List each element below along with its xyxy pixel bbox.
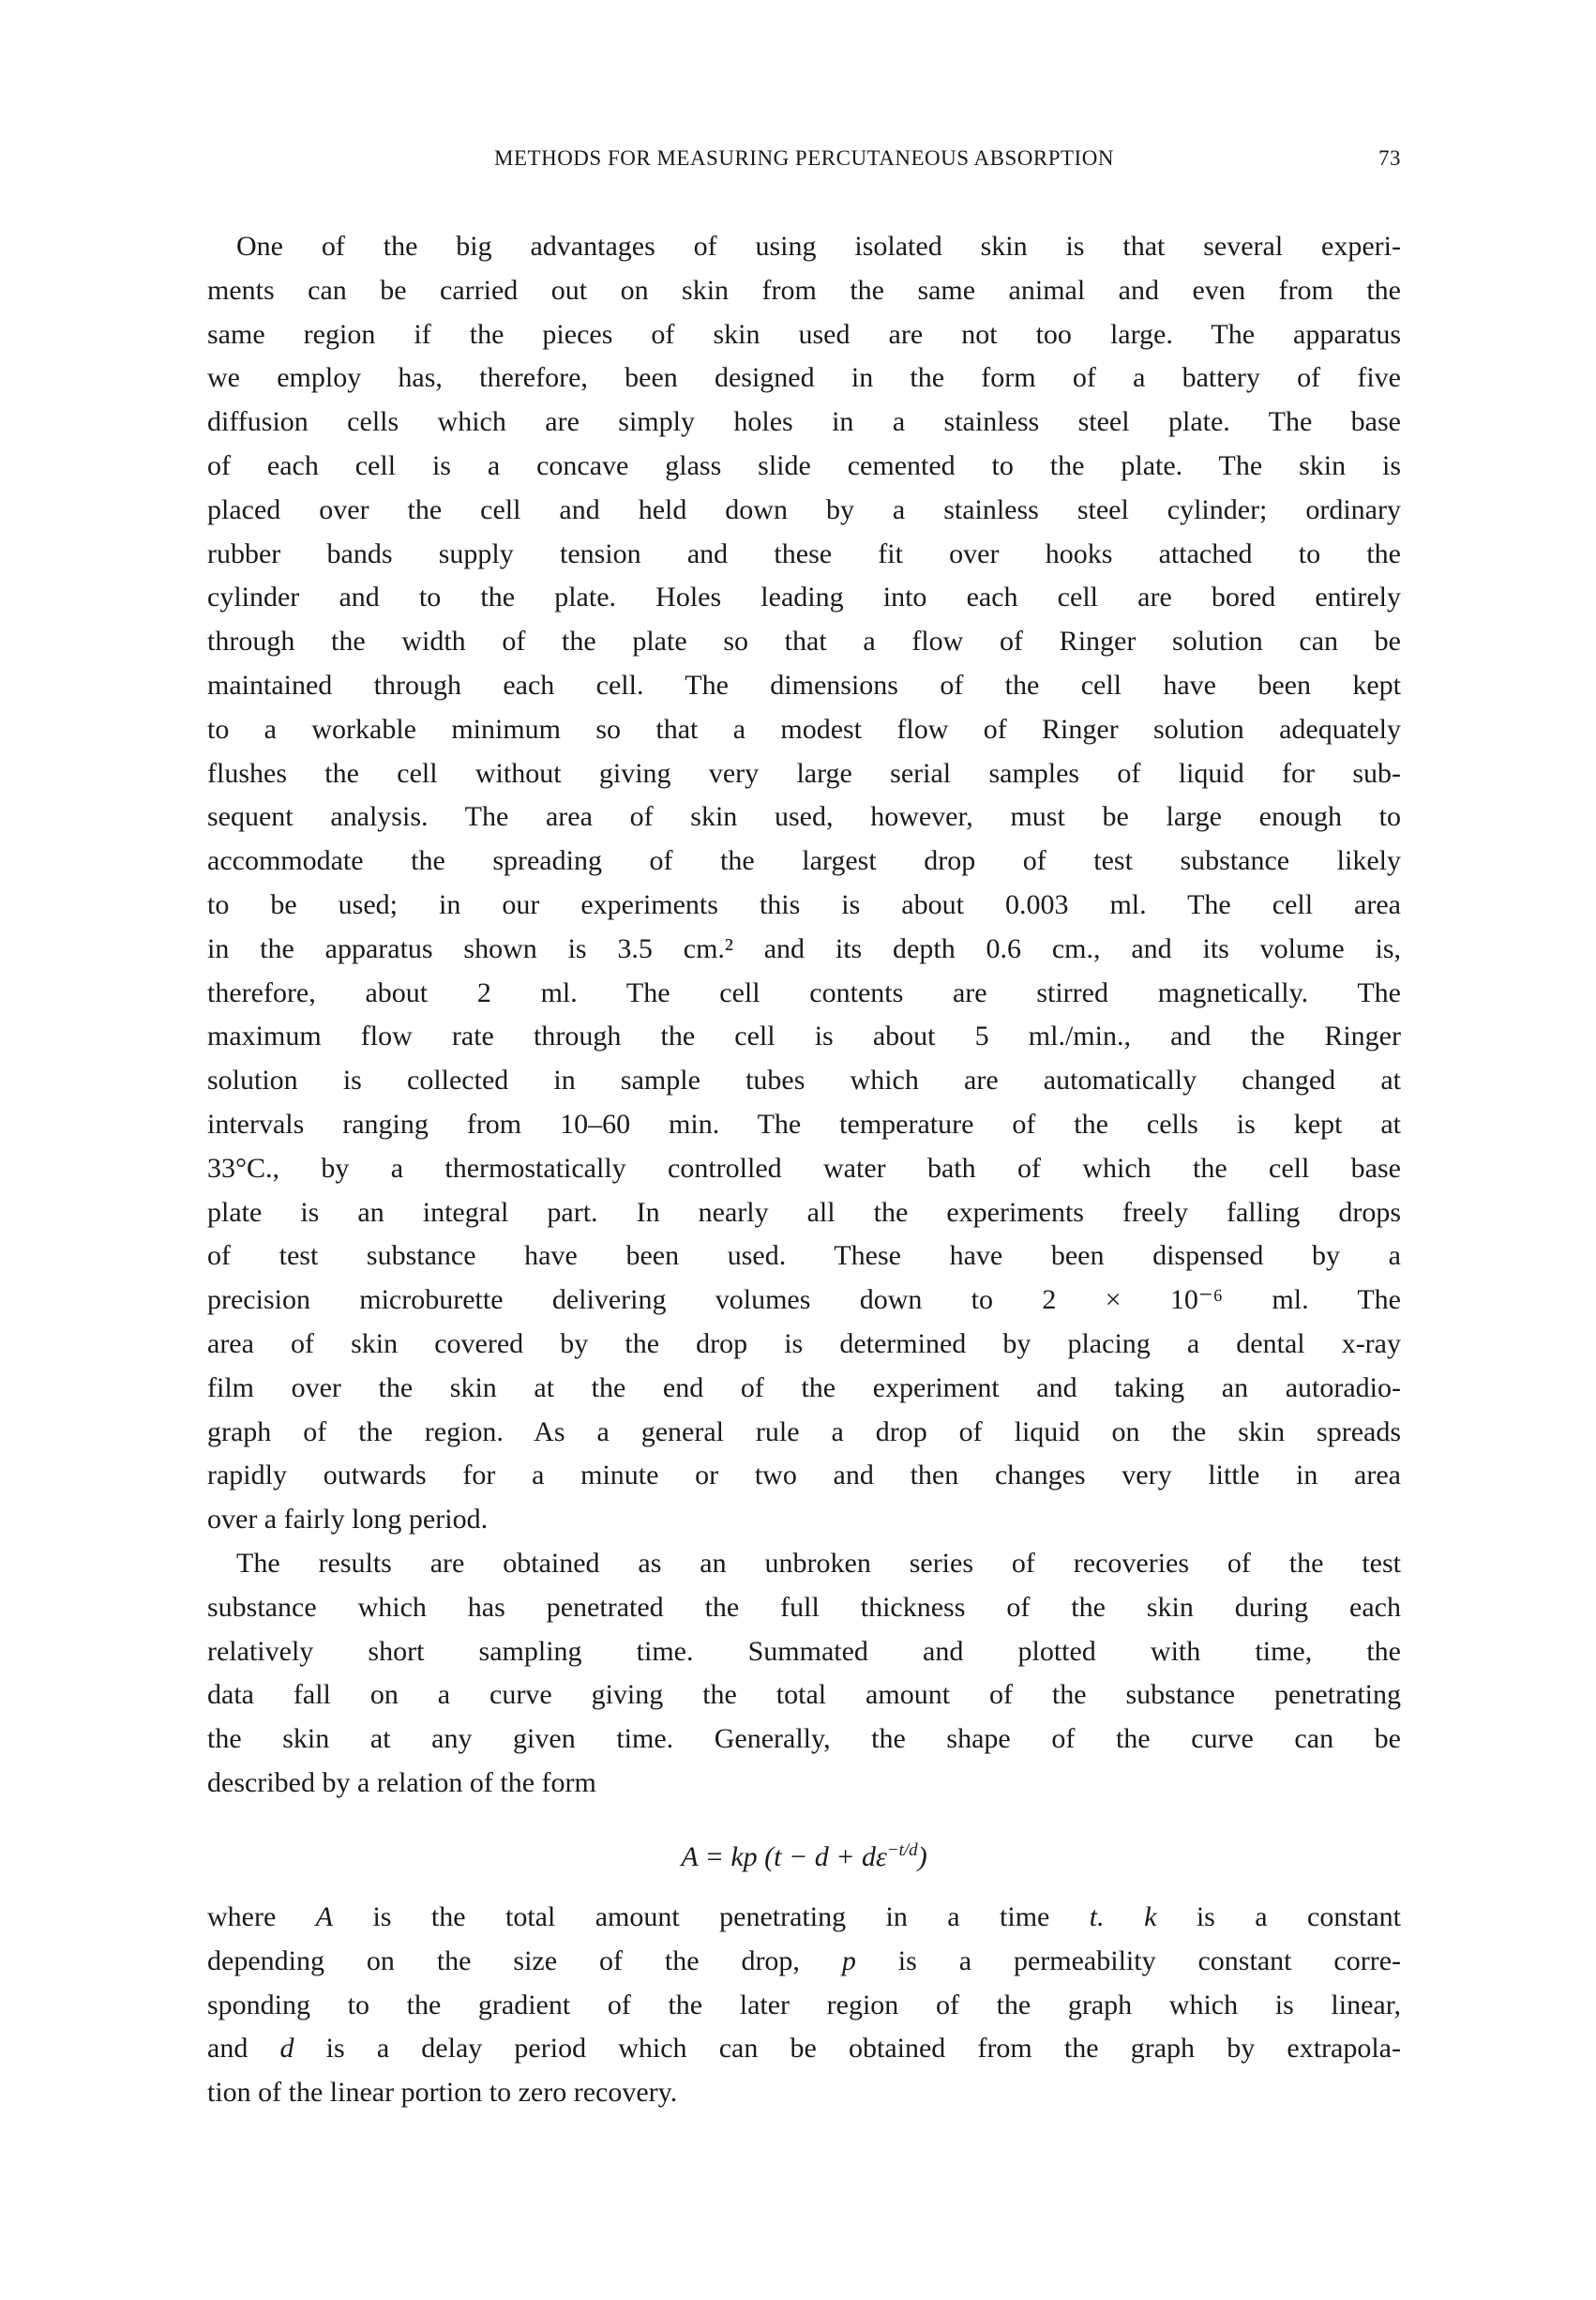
running-header [207,146,1401,178]
equation-exponent: −t/d [886,1840,918,1860]
text-line: therefore, about 2 ml. The cell contents are stirred magnetically. The [207,976,1401,1008]
text-line: One of the big advantages of using isolated skin is that several experi- [236,231,1401,262]
text-line: accommodate the spreading of the largest drop of test substance likely [207,845,1401,877]
text-line: sequent analysis. The area of skin used, however, must be large enough to [207,801,1401,833]
text-line: and d is a delay period which can be obtained from the graph by extrapola- [207,2033,1401,2065]
text-line: intervals ranging from 10–60 min. The temperature of the cells is kept at [207,1108,1401,1140]
text-line: relatively short sampling time. Summated and plotted with time, the [207,1635,1401,1667]
paragraph-3 [207,1896,1401,2115]
text-line: 33°C., by a thermostatically controlled water bath of which the cell base [207,1152,1401,1184]
text-line: area of skin covered by the drop is determined by placing a dental x-ray [207,1327,1401,1359]
text-line: solution is collected in sample tubes which are automatically changed at [207,1065,1401,1097]
paragraph-1 [207,225,1401,1542]
text-line: ments can be carried out on skin from the same animal and even from the [207,274,1401,306]
text-line: where A is the total amount penetrating in a time t. k is a constant [207,1901,1401,1932]
text-line: The results are obtained as an unbroken series of recoveries of the test [236,1548,1401,1579]
text-line: over a fairly long period. [207,1504,489,1536]
text-line: of test substance have been used. These have been dispensed by a [207,1240,1401,1272]
running-title: METHODS FOR MEASURING PERCUTANEOUS ABSORPTION [494,146,1114,170]
text-line: rubber bands supply tension and these fit over hooks attached to the [207,537,1401,569]
text-line: sponding to the gradient of the later region of the graph which is linear, [207,1989,1401,2020]
text-line: maintained through each cell. The dimensions of the cell have been kept [207,669,1401,701]
text-line: of each cell is a concave glass slide cemented to the plate. The skin is [207,449,1401,481]
text-line: precision microburette delivering volumes down to 2 × 10⁻⁶ ml. The [207,1284,1401,1316]
text-line: in the apparatus shown is 3.5 cm.² and its depth 0.6 cm., and its volume is, [207,932,1401,964]
equation-body: A = kp (t − d + dε [681,1841,887,1872]
text-line: data fall on a curve giving the total amount of the substance penetrating [207,1679,1401,1711]
text-line: the skin at any given time. Generally, the shape of the curve can be [207,1723,1401,1755]
text-line: placed over the cell and held down by a stainless steel cylinder; ordinary [207,493,1401,525]
equation-close: ) [917,1841,927,1872]
text-line: depending on the size of the drop, p is a permeability constant corre- [207,1944,1401,1976]
text-line: we employ has, therefore, been designed in the form of a battery of five [207,362,1401,394]
text-line: rapidly outwards for a minute or two and then changes very little in area [207,1460,1401,1491]
text-line: substance which has penetrated the full thickness of the skin during each [207,1591,1401,1623]
paragraph-2 [207,1542,1401,1806]
text-line: cylinder and to the plate. Holes leading into each cell are bored entirely [207,582,1401,613]
text-line: to a workable minimum so that a modest flow of Ringer solution adequately [207,713,1401,745]
text-line: tion of the linear portion to zero recovery. [207,2077,678,2109]
text-line: graph of the region. As a general rule a drop of liquid on the skin spreads [207,1415,1401,1447]
text-line: maximum flow rate through the cell is about 5 ml./min., and the Ringer [207,1021,1401,1052]
page-number: 73 [1378,146,1401,170]
text-line: to be used; in our experiments this is about 0.003 ml. The cell area [207,888,1401,920]
text-line: film over the skin at the end of the experiment and taking an autoradio- [207,1371,1401,1403]
text-line: plate is an integral part. In nearly all the experiments freely falling drops [207,1196,1401,1228]
text-line: through the width of the plate so that a flow of Ringer solution can be [207,626,1401,658]
text-line: same region if the pieces of skin used are not too large. The apparatus [207,318,1401,350]
equation [207,1829,1401,1879]
text-line: described by a relation of the form [207,1766,596,1798]
text-line: diffusion cells which are simply holes in a stainless steel plate. The base [207,406,1401,438]
text-line: flushes the cell without giving very large serial samples of liquid for sub- [207,757,1401,789]
